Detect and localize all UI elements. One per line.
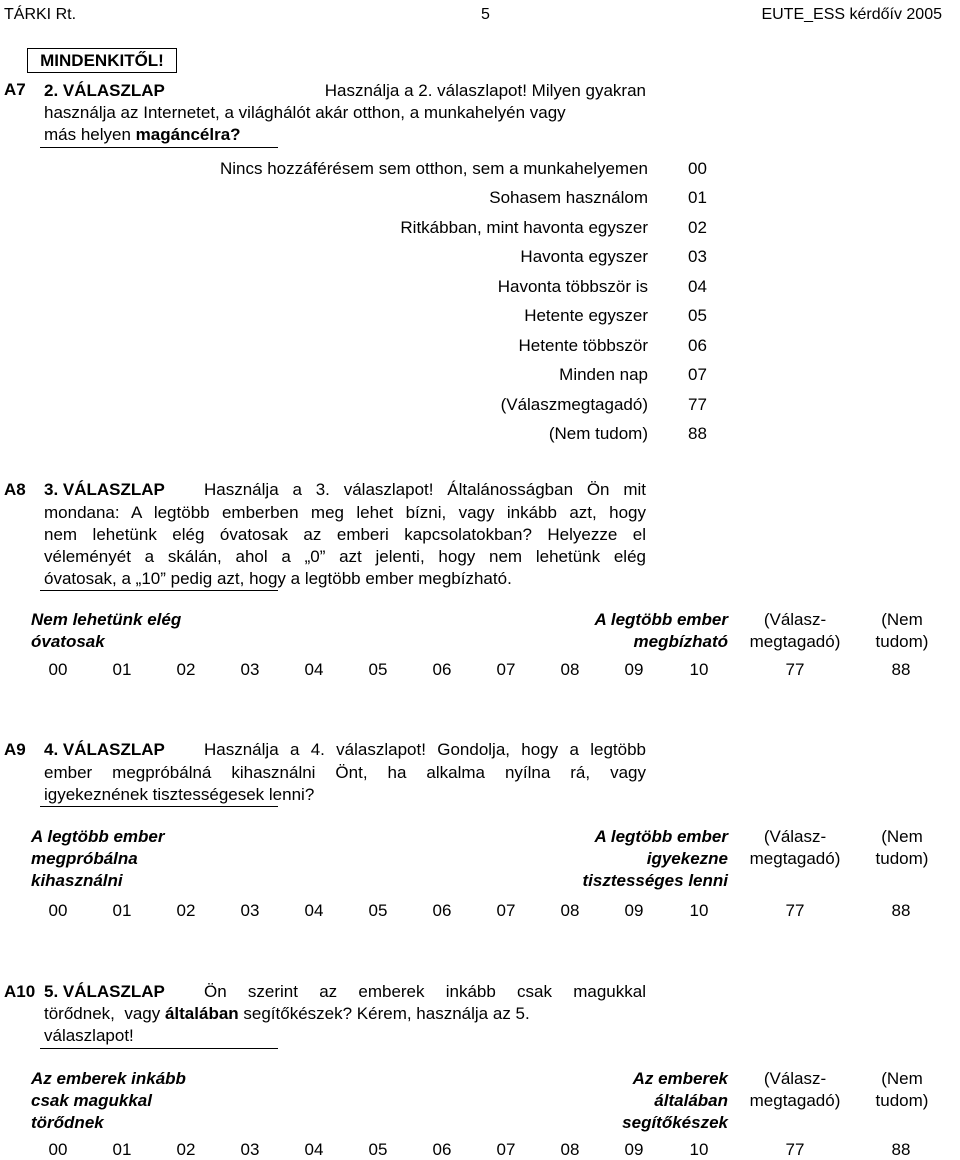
scale-code: 10 (689, 1140, 709, 1159)
a9-left-anchor (31, 826, 165, 892)
scale-code: 03 (240, 901, 260, 920)
a8-line5: óvatosak, a „10” pedig azt, hogy a legtöbb ember megbízható. (44, 569, 512, 588)
a10-line1: Ön szerint az emberek inkább csak magukkal (204, 982, 646, 1001)
a7-option-code: 00 (688, 159, 707, 178)
scale-code: 01 (112, 1140, 132, 1159)
a10-underline (40, 1048, 278, 1049)
scale-code: 04 (304, 1140, 324, 1159)
a7-option-code: 07 (688, 365, 707, 384)
scale-code: 06 (432, 660, 452, 679)
header-page-number: 5 (481, 6, 490, 23)
a7-option-label: Sohasem használom (489, 188, 648, 207)
a10-dont-know-line: tudom) (875, 1091, 929, 1110)
scale-code: 06 (432, 901, 452, 920)
scale-code: 01 (112, 901, 132, 920)
a8-line4: véleményét a skálán, ahol a „0” azt jelenti, hogy nem lehetünk elég (44, 547, 646, 566)
a9-right-anchor (582, 826, 728, 892)
a8-dont-know-header (862, 609, 942, 653)
scale-code: 04 (304, 660, 324, 679)
a10-line2c: segítőkészek? Kérem, használja az 5. (238, 1004, 530, 1023)
a8-dont-know-line: (Nem (881, 610, 923, 629)
scale-code: 03 (240, 1140, 260, 1159)
a8-left-anchor-line: Nem lehetünk elég (31, 610, 182, 629)
a7-option-code: 01 (688, 188, 707, 207)
question-id-a9: A9 (4, 740, 26, 759)
a10-right-anchor-line: segítőkészek (622, 1113, 728, 1132)
scale-code: 88 (891, 660, 911, 679)
scale-code: 08 (560, 901, 580, 920)
a7-option-label: Hetente többször (518, 336, 648, 355)
a9-card: 4. VÁLASZLAP (44, 740, 165, 759)
a10-left-anchor-line: Az emberek inkább (31, 1069, 186, 1088)
a8-right-anchor-line: megbízható (633, 632, 728, 651)
scale-code: 02 (176, 1140, 196, 1159)
a8-refusal-line: megtagadó) (749, 632, 841, 651)
a10-right-anchor-line: Az emberek (632, 1069, 728, 1088)
a10-left-anchor-line: törődnek (31, 1113, 104, 1132)
header-company: TÁRKI Rt. (4, 6, 77, 23)
a7-line2: használja az Internetet, a világhálót akár otthon, a munkahelyén vagy (44, 103, 566, 122)
scale-code: 07 (496, 660, 516, 679)
a7-option-code: 77 (688, 395, 707, 414)
a7-option-code: 06 (688, 336, 707, 355)
scale-code: 09 (624, 1140, 644, 1159)
a9-dont-know-line: tudom) (875, 849, 929, 868)
a10-refusal-line: (Válasz- (763, 1069, 827, 1088)
scale-code: 02 (176, 660, 196, 679)
a7-line3a: más helyen (44, 125, 136, 144)
a9-left-anchor-line: megpróbálna (31, 849, 138, 868)
scale-code: 08 (560, 1140, 580, 1159)
a10-line2 (44, 1004, 646, 1024)
a9-right-anchor-line: igyekezne (646, 849, 728, 868)
a8-line3: nem lehetünk elég óvatosak az emberi kapcsolatokban? Helyezze el (44, 525, 646, 544)
scale-code: 05 (368, 1140, 388, 1159)
a8-line2: mondana: A legtöbb emberben meg lehet bízni, vagy inkább azt, hogy (44, 503, 646, 522)
a10-line2b: általában (164, 1004, 239, 1023)
a7-option-label: Havonta egyszer (520, 247, 648, 266)
a7-option-label: Minden nap (559, 365, 648, 384)
question-id-a7: A7 (4, 80, 26, 99)
a7-card: 2. VÁLASZLAP (44, 81, 165, 100)
a10-line3: válaszlapot! (44, 1026, 134, 1045)
scale-code: 06 (432, 1140, 452, 1159)
a10-right-anchor-line: általában (654, 1091, 728, 1110)
a10-left-anchor (31, 1068, 186, 1134)
a7-option-code: 05 (688, 306, 707, 325)
scale-code: 00 (48, 901, 68, 920)
scale-code: 00 (48, 1140, 68, 1159)
a9-right-anchor-line: tisztességes lenni (582, 871, 728, 890)
scale-code: 08 (560, 660, 580, 679)
a10-refusal-header (743, 1068, 847, 1112)
a8-left-anchor (31, 609, 181, 653)
a9-line3: igyekeznének tisztességesek lenni? (44, 785, 315, 804)
scale-code: 77 (785, 1140, 805, 1159)
a9-left-anchor-line: A legtöbb ember (31, 827, 165, 846)
scale-code: 88 (891, 1140, 911, 1159)
a7-option-label: Ritkábban, mint havonta egyszer (400, 218, 648, 237)
question-id-a10: A10 (4, 982, 36, 1001)
a10-dont-know-header (862, 1068, 942, 1112)
a7-option-label: Havonta többször is (497, 277, 648, 296)
scale-code: 10 (689, 901, 709, 920)
a8-left-anchor-line: óvatosak (31, 632, 105, 651)
a8-dont-know-line: tudom) (875, 632, 929, 651)
a8-refusal-header (743, 609, 847, 653)
a7-option-label: Hetente egyszer (524, 306, 648, 325)
a7-option-label: (Válaszmegtagadó) (500, 395, 648, 414)
a9-underline (40, 806, 278, 807)
a8-right-anchor-line: A legtöbb ember (594, 610, 728, 629)
scale-code: 77 (785, 660, 805, 679)
question-id-a8: A8 (4, 480, 26, 499)
a9-refusal-header (743, 826, 847, 870)
a9-refusal-line: (Válasz- (763, 827, 827, 846)
banner-box (27, 48, 177, 73)
scale-code: 02 (176, 901, 196, 920)
a7-option-label: Nincs hozzáférésem sem otthon, sem a munkahelyemen (219, 159, 648, 178)
a7-line1: Használja a 2. válaszlapot! Milyen gyakran (324, 81, 646, 100)
a9-dont-know-line: (Nem (881, 827, 923, 846)
a9-line1: Használja a 4. válaszlapot! Gondolja, hogy a legtöbb (204, 740, 646, 759)
a7-option-code: 03 (688, 247, 707, 266)
banner-text: MINDENKITŐL! (40, 51, 164, 70)
scale-code: 05 (368, 901, 388, 920)
a7-underline (40, 147, 278, 148)
a8-card: 3. VÁLASZLAP (44, 480, 165, 499)
scale-code: 03 (240, 660, 260, 679)
a9-refusal-line: megtagadó) (749, 849, 841, 868)
scale-code: 07 (496, 1140, 516, 1159)
a10-card: 5. VÁLASZLAP (44, 982, 165, 1001)
a8-underline (40, 590, 278, 591)
a10-left-anchor-line: csak magukkal (31, 1091, 152, 1110)
a7-question-text (44, 80, 646, 146)
scale-code: 01 (112, 660, 132, 679)
a9-line2: ember megpróbálná kihasználni Önt, ha alkalma nyílna rá, vagy (44, 763, 646, 782)
a10-right-anchor (622, 1068, 728, 1134)
a8-refusal-line: (Válasz- (763, 610, 827, 629)
a8-line1: Használja a 3. válaszlapot! Általánosságban Ön mit (204, 480, 646, 499)
scale-code: 88 (891, 901, 911, 920)
a7-line3b: magáncélra? (135, 125, 241, 144)
a7-option-code: 88 (688, 424, 707, 443)
scale-code: 09 (624, 660, 644, 679)
a10-dont-know-line: (Nem (881, 1069, 923, 1088)
scale-code: 00 (48, 660, 68, 679)
a10-line2a: törődnek, vagy (44, 1004, 165, 1023)
header-doc-title: EUTE_ESS kérdőív 2005 (761, 6, 942, 23)
a7-option-label: (Nem tudom) (548, 424, 648, 443)
scale-code: 07 (496, 901, 516, 920)
scale-code: 05 (368, 660, 388, 679)
a7-option-code: 02 (688, 218, 707, 237)
scale-code: 77 (785, 901, 805, 920)
a9-right-anchor-line: A legtöbb ember (594, 827, 728, 846)
a9-dont-know-header (862, 826, 942, 870)
scale-code: 10 (689, 660, 709, 679)
scale-code: 04 (304, 901, 324, 920)
a7-option-code: 04 (688, 277, 707, 296)
a10-refusal-line: megtagadó) (749, 1091, 841, 1110)
scale-code: 09 (624, 901, 644, 920)
a9-left-anchor-line: kihasználni (31, 871, 123, 890)
a8-right-anchor (595, 609, 729, 653)
